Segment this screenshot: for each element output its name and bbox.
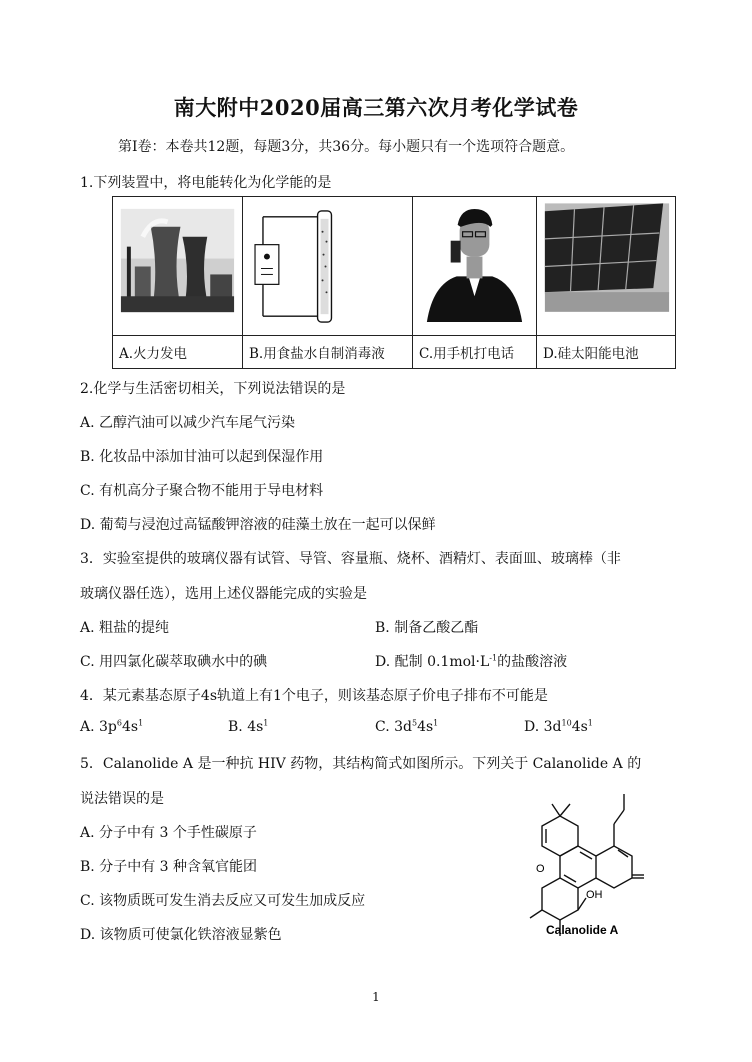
q2-option-a: A. 乙醇汽油可以减少汽车尾气污染	[80, 415, 296, 431]
man-on-phone-image	[413, 197, 536, 335]
q4-d-base: D. 3d	[524, 719, 562, 735]
q3-option-d	[375, 651, 567, 671]
q5-option-b: B. 分子中有 3 种含氧官能团	[80, 859, 257, 875]
q4-d-sup2: 1	[587, 718, 593, 728]
q4-c-sup1: 5	[411, 718, 418, 728]
q3-option-d-suffix: 的盐酸溶液	[497, 654, 568, 670]
q2-option-c: C. 有机高分子聚合物不能用于导电材料	[80, 483, 324, 499]
q1-stem: 1.下列装置中，将电能转化为化学能的是	[80, 175, 332, 191]
q3-option-c: C. 用四氯化碳萃取碘水中的碘	[80, 654, 268, 670]
calanolide-structure-diagram	[520, 786, 660, 946]
q5-stem-line1: 5．Calanolide A 是一种抗 HIV 药物，其结构简式如图所示。下列关于 Calanolide A 的	[80, 756, 642, 772]
q1-cell-a-image	[113, 197, 243, 336]
q2-option-b: B. 化妆品中添加甘油可以起到保湿作用	[80, 449, 324, 465]
q4-c-base2: 4s	[417, 719, 434, 735]
q4-b-base: B. 4s	[228, 719, 264, 735]
page-title: 南大附中2020届高三第六次月考化学试卷	[173, 95, 579, 120]
q1-option-a: A.火力发电	[113, 336, 243, 369]
q4-option-a	[80, 719, 143, 735]
q1-option-b: B.用食盐水自制消毒液	[243, 336, 413, 369]
q4-option-c	[375, 719, 438, 735]
q3-option-d-sup: -1	[489, 653, 498, 663]
figure-caption: Calanolide A	[546, 923, 619, 937]
q4-d-sup1: 10	[561, 718, 572, 728]
q5-stem-line2: 说法错误的是	[80, 791, 164, 807]
q1-option-c: C.用手机打电话	[413, 336, 537, 369]
q1-cell-d-image	[537, 197, 676, 336]
q4-a-sup2: 1	[138, 718, 144, 728]
q1-option-table	[112, 196, 676, 369]
q4-b-sup: 1	[263, 718, 269, 728]
section-intro: 第Ⅰ卷：本卷共12题，每题3分，共36分。每小题只有一个选项符合题意。	[118, 139, 575, 155]
q4-c-base: C. 3d	[375, 719, 412, 735]
electrolysis-apparatus-image	[243, 197, 412, 335]
power-plant-image	[113, 197, 242, 335]
q5-option-c: C. 该物质既可发生消去反应又可发生加成反应	[80, 893, 366, 909]
q3-stem-line1: 3．实验室提供的玻璃仪器有试管、导管、容量瓶、烧杯、酒精灯、表面皿、玻璃棒（非	[80, 551, 621, 567]
q1-cell-b-image	[243, 197, 413, 336]
q4-option-b	[228, 719, 268, 735]
structure-o-label: O	[536, 863, 545, 875]
q3-option-b: B. 制备乙酸乙酯	[375, 620, 479, 636]
q4-a-sup1: 6	[116, 718, 122, 728]
solar-panel-image	[537, 197, 675, 335]
q4-c-sup2: 1	[433, 718, 439, 728]
q3-option-a: A. 粗盐的提纯	[80, 620, 170, 636]
structure-oh-label: OH	[586, 889, 603, 901]
q4-a-base: A. 3p	[80, 719, 117, 735]
q4-d-base2: 4s	[571, 719, 588, 735]
q4-option-d	[524, 719, 593, 735]
q3-stem-line2: 玻璃仪器任选），选用上述仪器能完成的实验是	[80, 586, 367, 602]
q2-option-d: D. 葡萄与浸泡过高锰酸钾溶液的硅藻土放在一起可以保鲜	[80, 517, 436, 533]
q5-option-d: D. 该物质可使氯化铁溶液显紫色	[80, 927, 282, 943]
q1-option-d: D.硅太阳能电池	[537, 336, 676, 369]
q2-stem: 2.化学与生活密切相关，下列说法错误的是	[80, 381, 346, 397]
page-number: 1	[372, 990, 380, 1004]
q4-a-base2: 4s	[121, 719, 139, 735]
q4-stem: 4．某元素基态原子4s轨道上有1个电子，则该基态原子价电子排布不可能是	[80, 688, 548, 704]
q3-option-d-prefix: D. 配制 0.1mol·L	[375, 654, 490, 670]
q5-option-a: A. 分子中有 3 个手性碳原子	[80, 825, 257, 841]
q1-cell-c-image	[413, 197, 537, 336]
